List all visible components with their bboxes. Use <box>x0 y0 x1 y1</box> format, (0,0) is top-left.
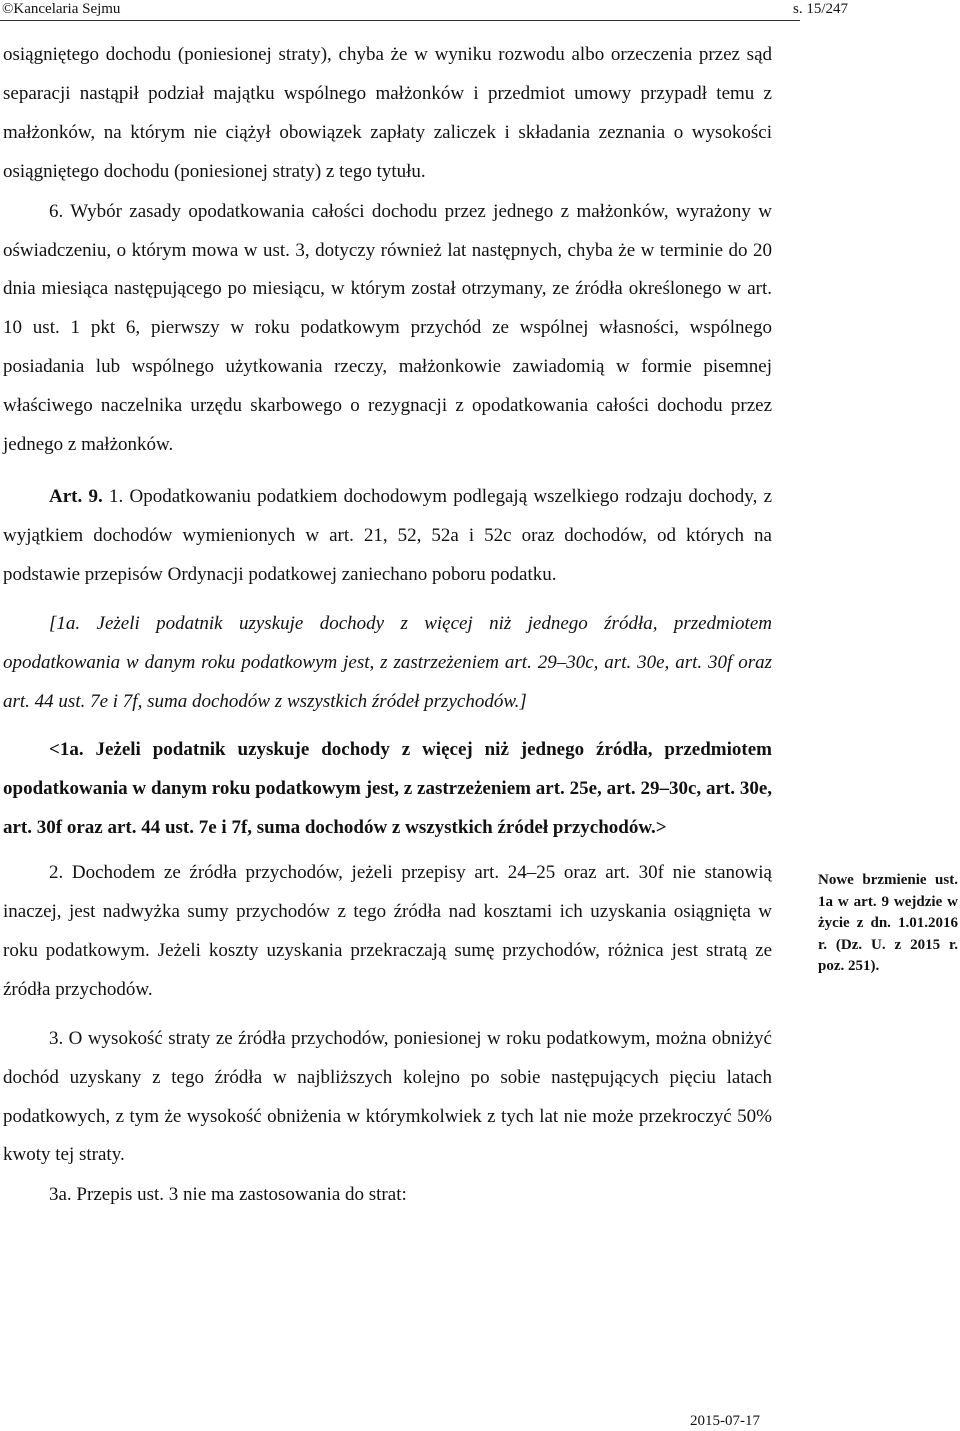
paragraph-1a-old-text: [1a. Jeżeli podatnik uzyskuje dochody z więcej niż jednego źródła, przedmiotem opodatkowania w danym roku podatkowym jest, z zastrzeżeniem art. 29–30c, art. 30e, art. 30f oraz art. 44 ust. 7e i 7f, suma dochodów z wszystkich źródeł przychodów.] <box>3 612 772 712</box>
page-body <box>3 36 772 1215</box>
paragraph-1a-new-text: <1a. Jeżeli podatnik uzyskuje dochody z więcej niż jednego źródła, przedmiotem opodatkowania w danym roku podatkowym jest, z zastrzeżeniem art. 25e, art. 29–30c, art. 30e, art. 30f oraz art. 44 ust. 7e i 7f, suma dochodów z wszystkich źródeł przychodów.> <box>3 739 772 839</box>
paragraph-6: 6. Wybór zasady opodatkowania całości dochodu przez jednego z małżonków, wyrażony w oświadczeniu, o którym mowa w ust. 3, dotyczy również lat następnych, chyba że w terminie do 20 dnia miesiąca następującego po miesiącu, w którym został otrzymany, ze źródła określonego w art. 10 ust. 1 pkt 6, pierwszy w roku podatkowym przychód ze wspólnej własności, wspólnego posiadania lub wspólnego użytkowania rzeczy, małżonkowie zawiadomią w formie pisemnej właściwego naczelnika urzędu skarbowego o rezygnacji z opodatkowania całości dochodu przez jednego z małżonków. <box>3 200 772 456</box>
margin-note: Nowe brzmienie ust. 1a w art. 9 wejdzie w życie z dn. 1.01.2016 r. (Dz. U. z 2015 r. poz. 251). <box>818 872 958 974</box>
paragraph-3: 3. O wysokość straty ze źródła przychodów, poniesionej w roku podatkowym, można obniżyć dochód uzyskany z tego źródła w najbliższych kolejno po sobie następujących pięciu latach podatkowych, z tym że wysokość obniżenia w którymkolwiek z tych lat nie może przekroczyć 50% kwoty tej straty. <box>3 1027 772 1166</box>
paragraph-3a: 3a. Przepis ust. 3 nie ma zastosowania do strat: <box>49 1184 407 1206</box>
footer-date: 2015-07-17 <box>690 1413 760 1429</box>
header-source: ©Kancelaria Sejmu <box>2 1 121 17</box>
header-rule <box>0 20 800 21</box>
paragraph-1a-new <box>3 731 772 848</box>
paragraph-2: 2. Dochodem ze źródła przychodów, jeżeli przepisy art. 24–25 oraz art. 30f nie stanowią inaczej, jest nadwyżka sumy przychodów z tego źródła nad kosztami ich uzyskania osiągnięta w roku podatkowym. Jeżeli koszty uzyskania przekraczają sumę przychodów, różnica jest stratą ze źródła przychodów. <box>3 862 772 1000</box>
article-9-label: Art. 9. <box>49 485 103 507</box>
paragraph-continuation: osiągniętego dochodu (poniesionej straty), chyba że w wyniku rozwodu albo orzeczenia przez sąd separacji nastąpił podział majątku wspólnego małżonków i przedmiot umowy przypadł temu z małżonków, na którym nie ciążył obowiązek zapłaty zaliczek i składania zeznania o wysokości osiągniętego dochodu (poniesionej straty) z tego tytułu. <box>3 44 772 182</box>
page-number: s. 15/247 <box>793 1 849 17</box>
article-9-paragraph-1 <box>3 478 772 595</box>
paragraph-1a-old <box>3 605 772 722</box>
article-9-text: 1. Opodatkowaniu podatkiem dochodowym podlegają wszelkiego rodzaju dochody, z wyjątkiem dochodów wymienionych w art. 21, 52, 52a i 52c oraz dochodów, od których na podstawie przepisów Ordynacji podatkowej zaniechano poboru podatku. <box>3 485 773 585</box>
